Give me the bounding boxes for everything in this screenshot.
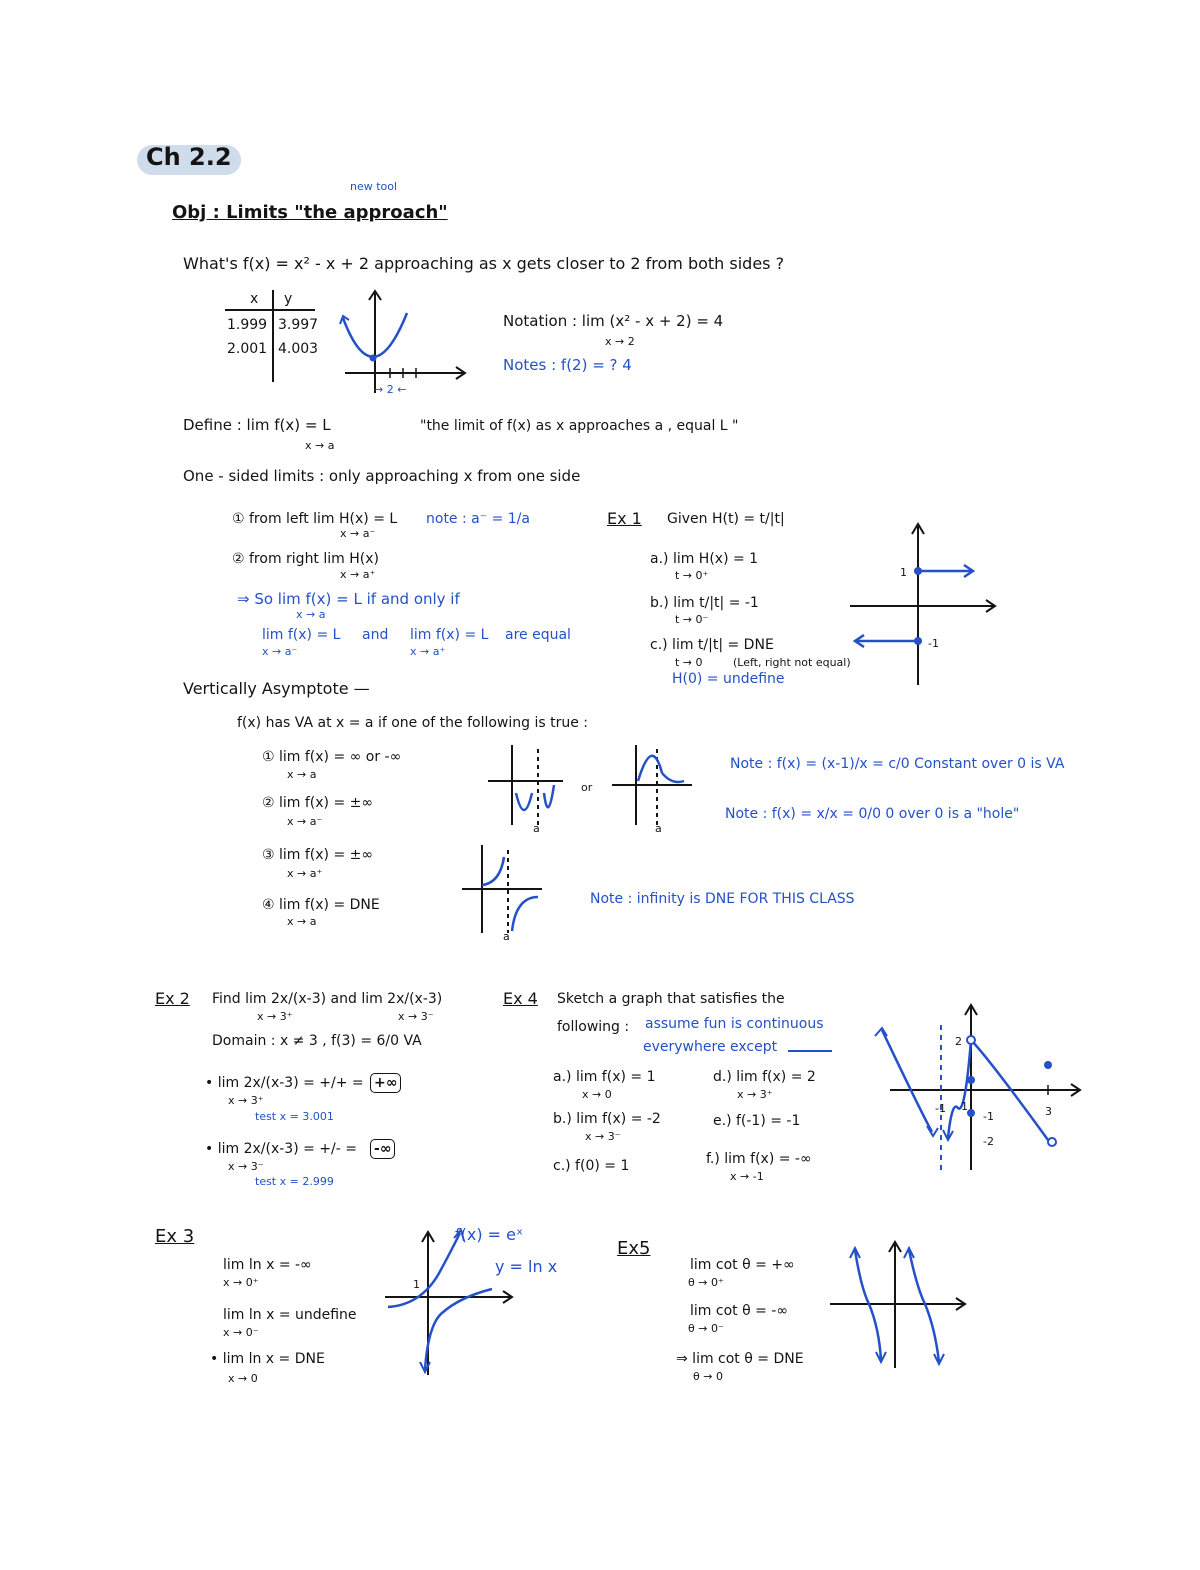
so-subscript: x → a: [296, 608, 326, 621]
ex4-blue-continuous: assume fun is continuous: [645, 1016, 824, 1032]
va-rule-4: ④ lim f(x) = DNE: [262, 897, 380, 913]
objective-heading: Obj : Limits "the approach": [172, 202, 448, 223]
value-table: [225, 290, 325, 386]
va-rule-4-subscript: x → a: [287, 915, 317, 928]
ex5-cot-graph: [825, 1238, 970, 1373]
ex3-limit-2: lim ln x = undefine: [223, 1307, 357, 1323]
ex4-part-b: b.) lim f(x) = -2: [553, 1111, 661, 1127]
ex3-limit-3-subscript: x → 0: [228, 1372, 258, 1385]
ex4-sketch: Sketch a graph that satisfies the: [557, 991, 785, 1007]
ex2-limit-left-subscript: x → 3⁻: [228, 1160, 264, 1173]
from-left-text: ① from left lim H(x) = L: [232, 511, 398, 527]
condition-right-subscript: x → a⁺: [410, 645, 446, 658]
ex1-tick-neg1: -1: [928, 637, 939, 650]
ex2-label: Ex 2: [155, 989, 190, 1008]
ex2-test-right: test x = 3.001: [255, 1110, 334, 1123]
from-left-subscript: x → a⁻: [340, 527, 376, 540]
table-row2-y: 4.003: [278, 341, 319, 357]
notation-subscript: x → 2: [605, 335, 635, 348]
ex2-test-left: test x = 2.999: [255, 1175, 334, 1188]
new-tool-note: new tool: [350, 180, 398, 193]
ex4-part-d: d.) lim f(x) = 2: [713, 1069, 816, 1085]
define-quote: "the limit of f(x) as x approaches a , equal L ": [420, 418, 739, 434]
from-right-subscript: x → a⁺: [340, 568, 376, 581]
ex5-limit-3: ⇒ lim cot θ = DNE: [676, 1351, 804, 1367]
ex5-label: Ex5: [617, 1238, 651, 1259]
ex4-part-a-subscript: x → 0: [582, 1088, 612, 1101]
from-right-text: ② from right lim H(x): [232, 551, 379, 567]
va-graph-dne-a: a: [503, 930, 510, 943]
condition-and: and: [362, 627, 389, 643]
ex2-find: Find lim 2x/(x-3) and lim 2x/(x-3): [212, 991, 443, 1007]
ex2-answer-right: +∞: [370, 1073, 401, 1093]
ex2-find-subscript-2: x → 3⁻: [398, 1010, 434, 1023]
graph-axis-label: → 2 ←: [374, 383, 407, 396]
ex1-step-graph: [845, 520, 1005, 690]
ex1-part-c: c.) lim t/|t| = DNE: [650, 637, 774, 653]
ex3-exp-ln-graph: [380, 1225, 520, 1385]
condition-end: are equal: [505, 627, 571, 643]
ex5-limit-2-subscript: θ → 0⁻: [688, 1322, 724, 1335]
ex4-part-d-subscript: x → 3⁺: [737, 1088, 773, 1101]
condition-right: lim f(x) = L: [410, 627, 489, 643]
va-condition: f(x) has VA at x = a if one of the following is true :: [237, 715, 589, 731]
chapter-title: Ch 2.2: [146, 143, 232, 171]
ex5-limit-1: lim cot θ = +∞: [690, 1257, 795, 1273]
notes-text: Notes : f(2) = ? 4: [503, 356, 632, 374]
ex4-tick-neg2: -2: [983, 1135, 994, 1148]
ex1-part-a-subscript: t → 0⁺: [675, 569, 709, 582]
va-graph-down: [488, 745, 568, 835]
ex5-limit-2: lim cot θ = -∞: [690, 1303, 788, 1319]
va-graph-dne: [460, 845, 550, 940]
table-row1-y: 3.997: [278, 317, 319, 333]
table-row1-x: 1.999: [227, 317, 268, 333]
table-head-y: y: [284, 291, 293, 307]
ex2-limit-right-subscript: x → 3⁺: [228, 1094, 264, 1107]
ex4-label: Ex 4: [503, 989, 538, 1008]
ex3-limit-1-subscript: x → 0⁺: [223, 1276, 259, 1289]
ex3-limit-3: • lim ln x = DNE: [210, 1351, 325, 1367]
ex5-limit-1-subscript: θ → 0⁺: [688, 1276, 724, 1289]
condition-left-subscript: x → a⁻: [262, 645, 298, 658]
va-rule-3: ③ lim f(x) = ±∞: [262, 847, 374, 863]
va-title: Vertically Asymptote —: [183, 679, 370, 698]
ex2-find-subscript-1: x → 3⁺: [257, 1010, 293, 1023]
ex2-domain: Domain : x ≠ 3 , f(3) = 6/0 VA: [212, 1033, 422, 1049]
table-head-x: x: [250, 291, 259, 307]
ex2-limit-right: • lim 2x/(x-3) = +/+ =: [205, 1075, 364, 1091]
va-rule-3-subscript: x → a⁺: [287, 867, 323, 880]
va-graph-down-a: a: [533, 822, 540, 835]
notation-text: Notation : lim (x² - x + 2) = 4: [503, 312, 724, 330]
ex5-limit-3-subscript: θ → 0: [693, 1370, 723, 1383]
ex1-given: Given H(t) = t/|t|: [667, 511, 785, 527]
ex1-undefine: H(0) = undefine: [672, 671, 785, 687]
condition-left: lim f(x) = L: [262, 627, 341, 643]
ex3-exp-label: f(x) = eˣ: [455, 1225, 524, 1244]
ex3-limit-2-subscript: x → 0⁻: [223, 1326, 259, 1339]
va-rule-2-subscript: x → a⁻: [287, 815, 323, 828]
va-graph-up-a: a: [655, 822, 662, 835]
question-text: What's f(x) = x² - x + 2 approaching as x gets closer to 2 from both sides ?: [183, 254, 785, 273]
ex4-sketch-graph: [870, 1000, 1090, 1175]
va-rule-1: ① lim f(x) = ∞ or -∞: [262, 749, 402, 765]
ex4-tick-3: 3: [1045, 1105, 1052, 1118]
ex1-part-b: b.) lim t/|t| = -1: [650, 595, 759, 611]
ex3-limit-1: lim ln x = -∞: [223, 1257, 312, 1273]
ex4-blank-line: [788, 1049, 833, 1053]
ex4-tick-neg1-x: -1: [935, 1102, 946, 1115]
ex4-part-e: e.) f(-1) = -1: [713, 1113, 801, 1129]
ex4-tick-1: 1: [961, 1100, 968, 1113]
ex3-tick-1: 1: [413, 1278, 420, 1291]
ex3-ln-label: y = ln x: [495, 1257, 558, 1276]
va-rule-1-subscript: x → a: [287, 768, 317, 781]
va-note-hole: Note : f(x) = x/x = 0/0 0 over 0 is a "hole": [725, 806, 1020, 822]
so-text: ⇒ So lim f(x) = L if and only if: [237, 590, 460, 608]
va-rule-2: ② lim f(x) = ±∞: [262, 795, 374, 811]
table-row2-x: 2.001: [227, 341, 268, 357]
ex4-tick-neg1-y: -1: [983, 1110, 994, 1123]
va-note-constant: Note : f(x) = (x-1)/x = c/0 Constant over 0 is VA: [730, 756, 1065, 772]
ex4-part-a: a.) lim f(x) = 1: [553, 1069, 656, 1085]
ex4-blue-except: everywhere except: [643, 1039, 778, 1055]
ex1-part-c-note: (Left, right not equal): [733, 656, 851, 669]
ex4-following: following :: [557, 1019, 630, 1035]
ex4-part-b-subscript: x → 3⁻: [585, 1130, 621, 1143]
ex4-part-f: f.) lim f(x) = -∞: [706, 1151, 812, 1167]
define-subscript: x → a: [305, 439, 335, 452]
ex4-tick-2: 2: [955, 1035, 962, 1048]
ex1-label: Ex 1: [607, 509, 642, 528]
ex1-part-a: a.) lim H(x) = 1: [650, 551, 759, 567]
ex4-part-f-subscript: x → -1: [730, 1170, 764, 1183]
ex1-tick-1: 1: [900, 566, 907, 579]
ex3-label: Ex 3: [155, 1226, 195, 1247]
ex2-limit-left: • lim 2x/(x-3) = +/- =: [205, 1141, 357, 1157]
one-sided-title: One - sided limits : only approaching x from one side: [183, 467, 581, 485]
ex1-part-c-subscript: t → 0: [675, 656, 703, 669]
ex4-part-c: c.) f(0) = 1: [553, 1158, 630, 1174]
va-or: or: [581, 781, 593, 794]
define-text: Define : lim f(x) = L: [183, 416, 331, 434]
ex2-answer-left: -∞: [370, 1139, 395, 1159]
ex1-part-b-subscript: t → 0⁻: [675, 613, 709, 626]
va-note-infinity: Note : infinity is DNE FOR THIS CLASS: [590, 891, 855, 907]
from-left-note: note : a⁻ = 1/a: [426, 511, 530, 527]
